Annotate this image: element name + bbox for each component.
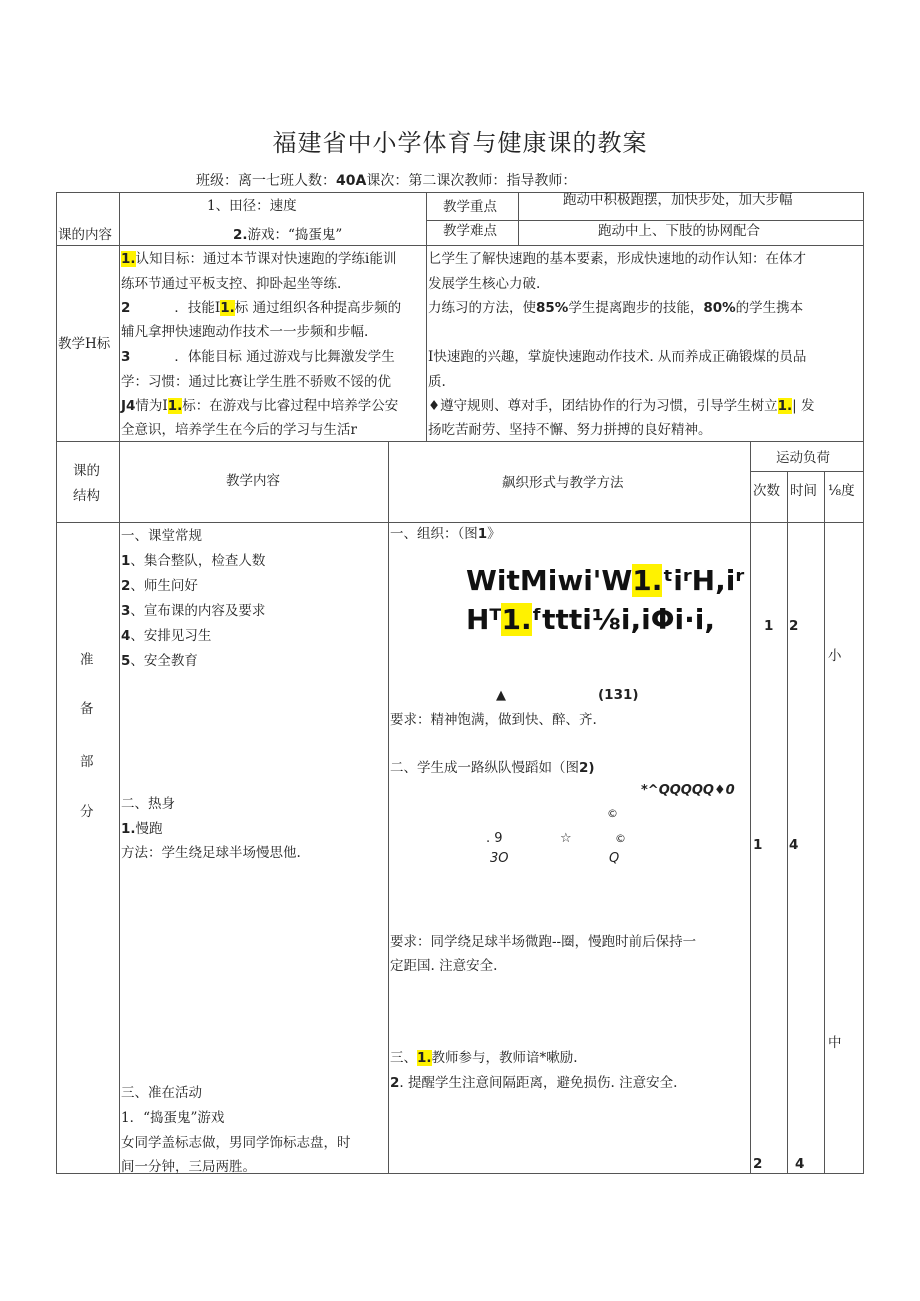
section-char: 备 [80, 701, 94, 717]
table-border-left [56, 192, 57, 1174]
table-border-right [863, 192, 864, 1174]
focus-text: 跑动中积极跑摆，加快步处，加大步幅 [563, 192, 793, 208]
method-head: 飙织形式与教学方法 [502, 475, 624, 491]
student-count: 40A [336, 173, 367, 189]
section-char: 分 [80, 804, 94, 820]
routine-item: 4、安排见习生 [121, 628, 212, 644]
figure-1-number: (131) [598, 687, 639, 703]
focus-label: 教学重点 [443, 199, 497, 215]
routine-item: 5、安全教育 [121, 653, 198, 669]
structure-head-2: 结构 [73, 488, 100, 504]
class-label: 班级：离一七班人数： [196, 173, 336, 189]
goal-4-line-1: J4情为I1.标：在游戏与比睿过程中培养学公安 [121, 398, 399, 414]
goal-3-line-2: 学：习惯：通过比赛让学生胜不骄败不馁的优 [121, 374, 391, 390]
star-icon: ☆ [560, 831, 572, 846]
goals-label: 教学H标 [58, 336, 111, 352]
content-label: 课的内容 [58, 227, 112, 243]
class-info-rest: 课次：第二课次教师：指导教师： [366, 173, 577, 189]
col-divider [750, 441, 751, 1174]
load-intensity: 小 [828, 648, 842, 664]
warmup-item: 1.慢跑 [121, 821, 163, 837]
teacher-participation: 三、1.教师参与，教师谙*嗽励. [390, 1050, 578, 1066]
col-divider [119, 192, 120, 1174]
activity-desc-1: 女同学盖标志做，男同学饰标志盘，时 [121, 1135, 351, 1151]
goal-4-line-2: 全意识，培养学生在今后的学习与生活r [121, 422, 357, 438]
figure-2-label-3o: 3O [490, 851, 509, 866]
figure-2-dot-9: . 9 [486, 831, 503, 846]
activity-desc-2: 间一分钟，三局两胜。 [121, 1159, 256, 1175]
content-item-2: 2.游戏：“捣蛋鬼” [233, 227, 343, 243]
content-head: 教学内容 [226, 473, 280, 489]
row-divider [750, 471, 864, 472]
load-time: 2 [789, 618, 799, 634]
goal-right-line-5: 质. [428, 374, 446, 390]
warmup-heading: 二、热身 [121, 796, 175, 812]
difficulty-label: 教学难点 [443, 223, 497, 239]
content-item-1: 1、田径：速度 [207, 198, 297, 214]
figure-1-line-2: Hᵀ1.ᶠttti⅛i,iΦi·i, [466, 603, 715, 636]
times-head: 次数 [753, 483, 780, 499]
org-heading: 一、组织：（图1》 [390, 526, 501, 542]
section-char: 准 [80, 652, 94, 668]
difficulty-text: 跑动中上、下肢的协网配合 [598, 223, 760, 239]
requirement-1: 要求：精神饱满，做到快、醉、齐. [390, 712, 597, 728]
goal-3-line-1: 3 ．体能目标 通过游戏与比舞激发学生 [121, 349, 395, 365]
goal-2-line-2: 辅凡拿押快速跑动作技术一一步频和步幅. [121, 324, 369, 340]
load-time: 4 [795, 1156, 805, 1172]
row-divider [56, 245, 864, 246]
warmup-method: 方法：学生绕足球半场慢思他. [121, 845, 301, 861]
col-divider [824, 471, 825, 1174]
routine-item: 1、集合整队，检查人数 [121, 553, 266, 569]
routine-item: 3、宣布课的内容及要求 [121, 603, 266, 619]
copyright-mark: © [607, 807, 618, 820]
load-times: 2 [753, 1156, 763, 1172]
goal-right-line-3: 力练习的方法，使85%学生提离跑步的技能，80%的学生携本 [428, 300, 804, 316]
load-head: 运动负荷 [776, 450, 830, 466]
figure-2-row: *^QQQQQ♦0 [641, 783, 735, 798]
goal-1-line-1: 1.认知目标：通过本节课对快速跑的学练i能训 [121, 251, 397, 267]
time-head: 时间 [790, 483, 817, 499]
activity-heading: 三、准在活动 [121, 1085, 202, 1101]
load-intensity: 中 [828, 1035, 842, 1051]
copyright-mark: © [615, 832, 626, 845]
col-divider [518, 192, 519, 246]
routine-heading: 一、课堂常规 [121, 528, 202, 544]
goal-right-line-4: I快速跑的兴趣，掌旋快速跑动作技术. 从而养成正确锻煤的员品 [428, 349, 807, 365]
requirement-2-line-2: 定距国. 注意安全. [390, 958, 498, 974]
section-char: 部 [80, 754, 94, 770]
goal-2-line-1: 2 ．技能I1.标 通过组织各种提高步频的 [121, 300, 402, 316]
load-time: 4 [789, 837, 799, 853]
col-divider [787, 471, 788, 1174]
goal-1-line-2: 练环节通过平板支控、抑卧起坐等练. [121, 276, 342, 292]
goal-right-line-2: 发展学生核心力破. [428, 276, 541, 292]
col-divider [388, 441, 389, 1174]
structure-head-1: 课的 [73, 463, 100, 479]
teacher-triangle-icon: ▲ [496, 688, 506, 703]
figure-1-line-1: WitMiwi'W1.ᵗiʳH,iʳ [466, 564, 745, 597]
activity-item: 1．“捣蛋鬼”游戏 [121, 1110, 225, 1126]
load-times: 1 [753, 837, 763, 853]
class-info [196, 170, 576, 190]
requirement-2-line-1: 要求：同学绕足球半场微跑--圈，慢跑时前后保持一 [390, 934, 697, 950]
goal-right-line-6: ♦遵守规则、尊对手，团结协作的行为习惯，引导学生树立1.| 发 [428, 398, 815, 414]
routine-item: 2、师生问好 [121, 578, 198, 594]
figure-2-label-q: Q [609, 851, 620, 866]
col-divider [426, 192, 427, 442]
column-run-heading: 二、学生成一路纵队慢蹈如（图2) [390, 760, 595, 776]
safety-reminder: 2. 提醒学生注意间隔距离，避免损伤. 注意安全. [390, 1075, 678, 1091]
goal-right-line-1: 匕学生了解快速跑的基本要素，形成快速地的动作认知：在体才 [428, 251, 806, 267]
page-title: 福建省中小学体育与健康课的教案 [272, 129, 648, 157]
load-times: 1 [764, 618, 774, 634]
intensity-head: ⅛度 [828, 483, 855, 499]
goal-right-line-7: 扬吃苦耐劳、坚持不懈、努力拼搏的良好精神。 [428, 422, 712, 438]
